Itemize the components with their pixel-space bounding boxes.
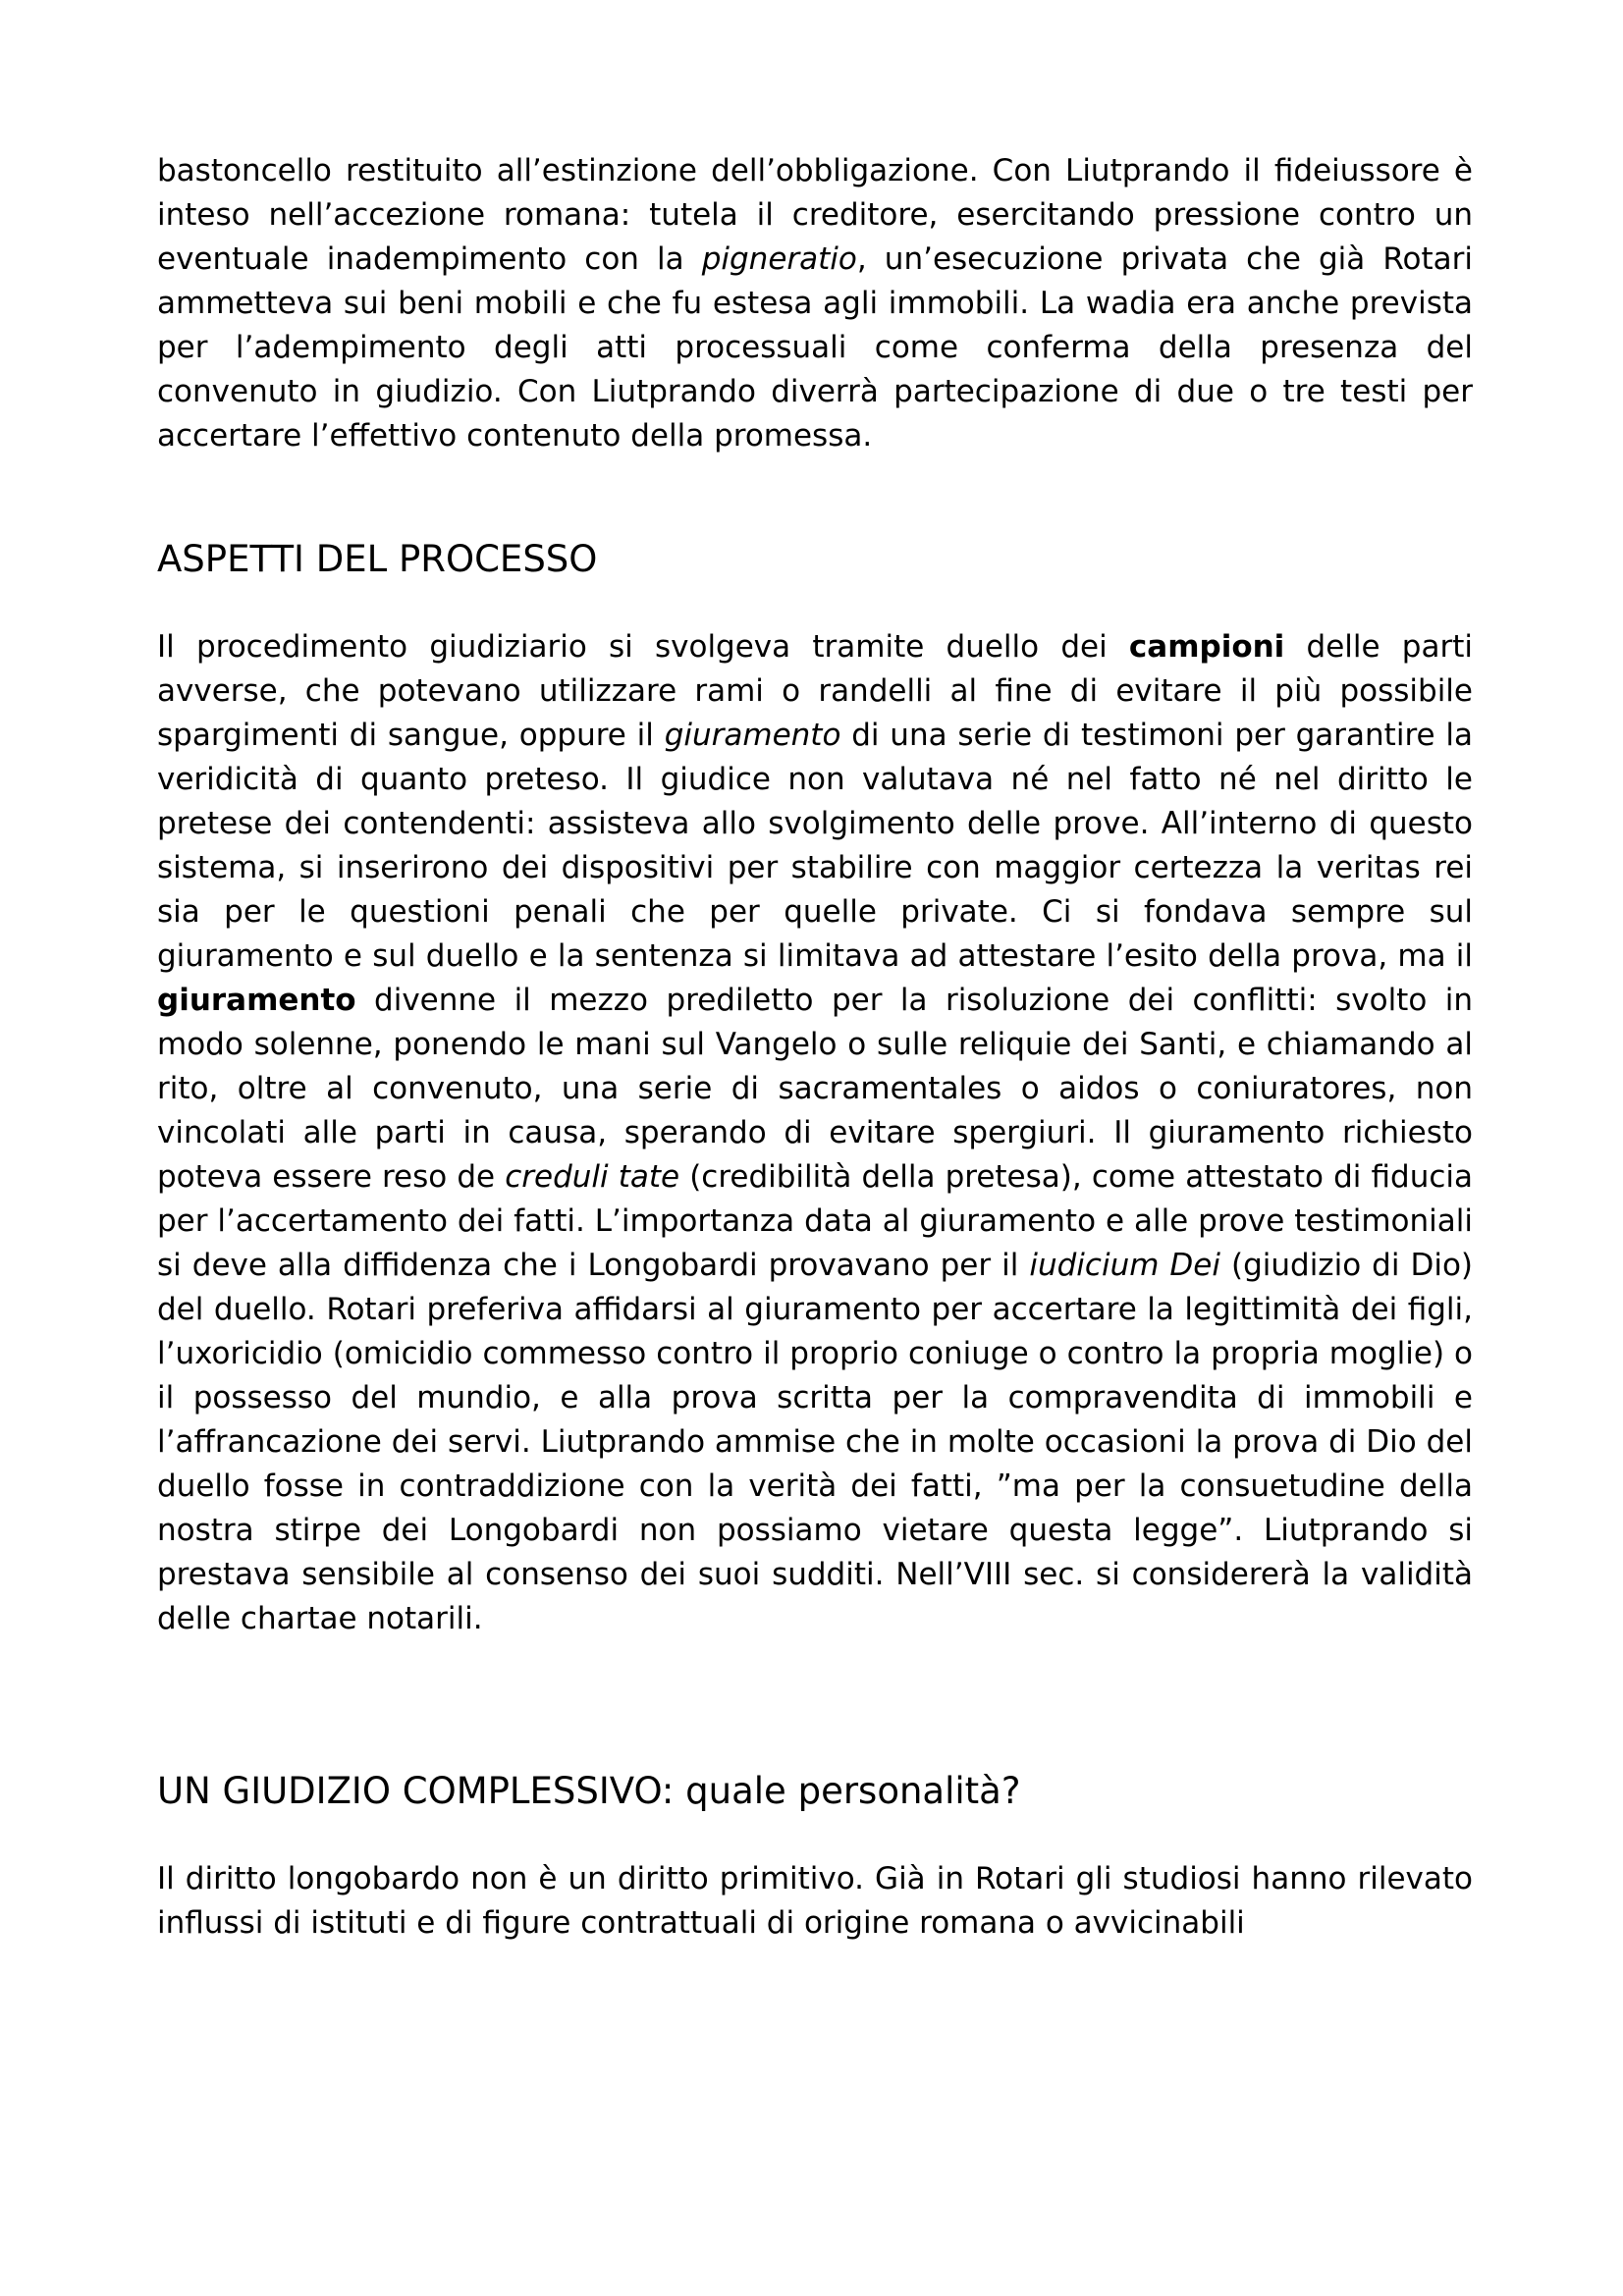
text-run: (credibilità della pretesa), come attestato di fiducia per l’accertamento dei fatti. L’importanza data al giuramento e alle prove testimoniali si deve alla diffidenza che i Longobardi provavano per il (157, 1159, 1473, 1283)
section-heading-giudizio: UN GIUDIZIO COMPLESSIVO: quale personalità? (157, 1770, 1021, 1812)
italic-term: giuramento (664, 718, 841, 753)
paragraph-processo (157, 625, 1473, 1641)
text-run: di una serie di testimoni per garantire la veridicità di quanto preteso. Il giudice non valutava né nel fatto né nel diritto le pretese dei contendenti: assisteva allo svolgimento delle prove. All’interno di questo sistema, si inserirono dei dispositivi per stabilire con maggior certezza la veritas rei sia per le questioni penali che per quelle private. Ci si fondava sempre sul giuramento e sul duello e la sentenza si limitava ad attestare l’esito della prova, ma il (157, 718, 1473, 974)
section-heading-processo: ASPETTI DEL PROCESSO (157, 538, 598, 580)
page-content (157, 149, 1473, 1946)
italic-term: creduli tate (505, 1159, 680, 1195)
text-run: divenne il mezzo prediletto per la risoluzione dei conflitti: svolto in modo solenne, ponendo le mani sul Vangelo o sulle reliquie dei Santi, e chiamando al rito, oltre al convenuto, una serie di sacramentales o aidos o coniuratores, non vincolati alle parti in causa, sperando di evitare spergiuri. Il giuramento richiesto poteva essere reso de (157, 983, 1473, 1195)
paragraph-wadia (157, 149, 1473, 458)
italic-term: pigneratio (701, 241, 857, 277)
text-run: bastoncello restituito all’estinzione dell’obbligazione. Con Liutprando il fideiussore è inteso nell’accezione romana: tutela il creditore, esercitando pressione contro un eventuale inadempimento con la (157, 153, 1473, 277)
paragraph-giudizio (157, 1857, 1473, 1946)
italic-term: iudicium Dei (1029, 1248, 1220, 1283)
bold-term: giuramento (157, 983, 356, 1018)
text-run: Il procedimento giudiziario si svolgeva tramite duello dei (157, 629, 1129, 665)
bold-term: campioni (1128, 629, 1285, 665)
text-run: (giudizio di Dio) del duello. Rotari preferiva affidarsi al giuramento per accertare la legittimità dei figli, l’uxoricidio (omicidio commesso contro il proprio coniuge o contro la propria moglie) o il possesso del mundio, e alla prova scritta per la compravendita di immobili e l’affrancazione dei servi. Liutprando ammise che in molte occasioni la prova di Dio del duello fosse in contraddizione con la verità dei fatti, ”ma per la consuetudine della nostra stirpe dei Longobardi non possiamo vietare questa legge”. Liutprando si prestava sensibile al consenso dei suoi sudditi. Nell’VIII sec. si considererà la validità delle chartae notarili. (157, 1248, 1473, 1636)
text-run: delle parti avverse, che potevano utilizzare rami o randelli al fine di evitare il più possibile spargimenti di sangue, oppure il (157, 629, 1473, 753)
text-run: Il diritto longobardo non è un diritto primitivo. Già in Rotari gli studiosi hanno rilevato influssi di istituti e di figure contrattuali di origine romana o avvicinabili (157, 1861, 1473, 1941)
text-run: , un’esecuzione privata che già Rotari ammetteva sui beni mobili e che fu estesa agli immobili. La wadia era anche prevista per l’adempimento degli atti processuali come conferma della presenza del convenuto in giudizio. Con Liutprando diverrà partecipazione di due o tre testi per accertare l’effettivo contenuto della promessa. (157, 241, 1473, 454)
